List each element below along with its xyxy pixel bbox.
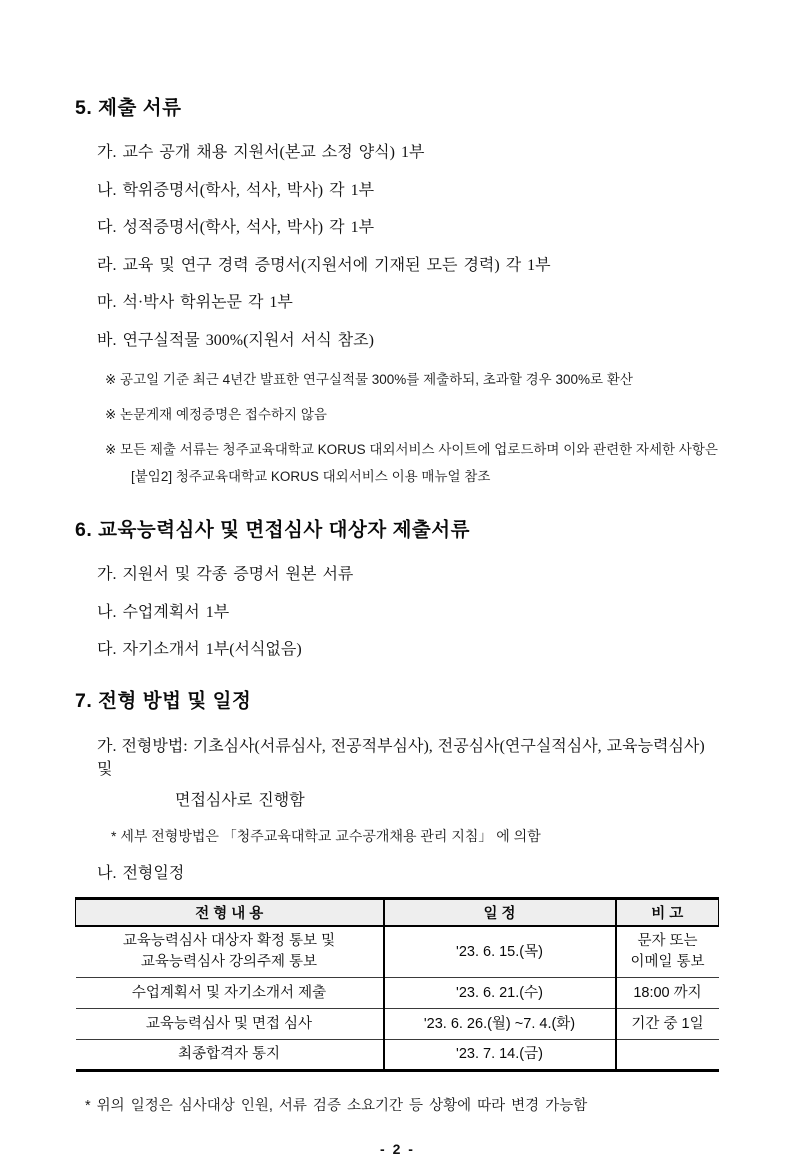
col-header-remark: 비 고 bbox=[616, 899, 719, 927]
submission-note: ※ 공고일 기준 최근 4년간 발표한 연구실적물 300%를 제출하되, 초과할 경우 300%로 환산 bbox=[105, 372, 633, 387]
submission-item: 가. 교수 공개 채용 지원서(본교 소정 양식) 1부 bbox=[97, 144, 425, 161]
interview-doc-item: 가. 지원서 및 각종 증명서 원본 서류 bbox=[97, 566, 354, 583]
cell-remark: 문자 또는 이메일 통보 bbox=[630, 933, 705, 970]
col-header-content: 전 형 내 용 bbox=[76, 899, 384, 927]
table-row bbox=[76, 1040, 719, 1071]
submission-item: 마. 석·박사 학위논문 각 1부 bbox=[97, 294, 293, 311]
col-header-date: 일 정 bbox=[384, 899, 616, 927]
section-interview-documents bbox=[75, 514, 720, 661]
cell-content: 교육능력심사 대상자 확정 통보 및 교육능력심사 강의주제 통보 bbox=[76, 926, 384, 978]
section-method-and-schedule bbox=[75, 685, 720, 1072]
submission-item: 나. 학위증명서(학사, 석사, 박사) 각 1부 bbox=[97, 181, 375, 199]
cell-date: '23. 6. 15.(목) bbox=[384, 926, 616, 978]
table-row bbox=[76, 978, 719, 1009]
footer-note: * 위의 일정은 심사대상 인원, 서류 검증 소요기간 등 상황에 따라 변경 가능함 bbox=[85, 1098, 588, 1114]
table-row bbox=[76, 1009, 719, 1040]
section-6-title: 6. 교육능력심사 및 면접심사 대상자 제출서류 bbox=[75, 519, 470, 541]
submission-item: 라. 교육 및 연구 경력 증명서(지원서에 기재된 모든 경력) 각 1부 bbox=[97, 256, 551, 274]
submission-item: 다. 성적증명서(학사, 석사, 박사) 각 1부 bbox=[97, 219, 375, 236]
selection-method-note: * 세부 전형방법은 「청주교육대학교 교수공개채용 관리 지침」 에 의함 bbox=[111, 828, 541, 844]
cell-date: '23. 7. 14.(금) bbox=[384, 1040, 616, 1071]
cell-remark: 18:00 까지 bbox=[616, 978, 719, 1009]
submission-note: ※ 논문게재 예정증명은 접수하지 않음 bbox=[105, 407, 327, 422]
table-row bbox=[76, 926, 719, 978]
cell-date: '23. 6. 26.(월) ~7. 4.(화) bbox=[384, 1009, 616, 1040]
cell-content: 수업계획서 및 자기소개서 제출 bbox=[76, 978, 384, 1009]
cell-content: 최종합격자 통지 bbox=[76, 1040, 384, 1071]
cell-remark bbox=[616, 1040, 719, 1071]
submission-note: ※ 모든 제출 서류는 청주교육대학교 KORUS 대외서비스 사이트에 업로드하며 이와 관련한 자세한 사항은 [붙임2] 청주교육대학교 KORUS 대외서비스 이용 매뉴얼 참조 bbox=[105, 442, 718, 484]
section-submission-documents bbox=[75, 92, 720, 490]
page-number: - 2 - bbox=[380, 1141, 415, 1157]
schedule-table bbox=[75, 897, 719, 1072]
cell-date: '23. 6. 21.(수) bbox=[384, 978, 616, 1009]
submission-notes bbox=[75, 366, 720, 490]
submission-item: 바. 연구실적물 300%(지원서 서식 참조) bbox=[97, 331, 374, 349]
selection-method-continuation: 면접심사로 진행함 bbox=[175, 792, 305, 809]
cell-content: 교육능력심사 및 면접 심사 bbox=[76, 1009, 384, 1040]
table-header-row bbox=[76, 899, 719, 927]
section-5-title: 5. 제출 서류 bbox=[75, 97, 182, 119]
selection-method-line: 가. 전형방법: 기초심사(서류심사, 전공적부심사), 전공심사(연구실적심사, 교육능력심사) 및 bbox=[97, 738, 705, 778]
interview-doc-item: 나. 수업계획서 1부 bbox=[97, 603, 230, 621]
cell-remark: 기간 중 1일 bbox=[616, 1009, 719, 1040]
interview-doc-item: 다. 자기소개서 1부(서식없음) bbox=[97, 641, 302, 658]
section-7-title: 7. 전형 방법 및 일정 bbox=[75, 690, 252, 712]
schedule-label: 나. 전형일정 bbox=[97, 865, 185, 882]
